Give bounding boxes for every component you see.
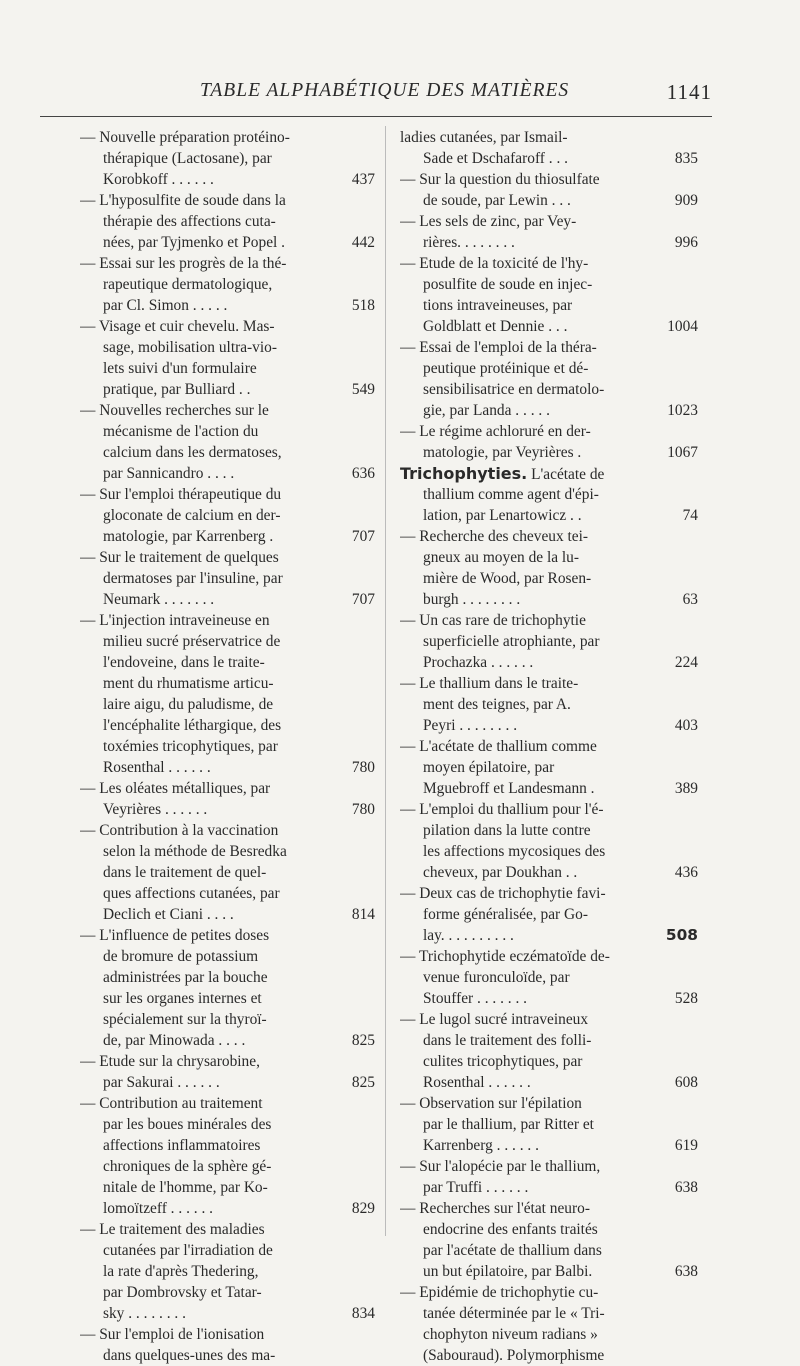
- entry-line: cutanées par l'irradiation de: [103, 1242, 273, 1259]
- entry-line: lay. . . . . . . . . .: [423, 927, 514, 944]
- index-entry: [400, 1009, 655, 1093]
- entry-line: — Sur l'emploi de l'ionisation: [80, 1326, 265, 1343]
- entry-page-number: 780: [351, 801, 375, 818]
- entry-line: lomoïtzeff . . . . . .: [103, 1200, 213, 1217]
- page-number-spacer: [655, 463, 698, 484]
- entry-line: Mguebroff et Landesmann .: [423, 780, 595, 797]
- entry-line: posulfite de soude en injec-: [423, 276, 593, 293]
- entry-line: par les boues minérales des: [103, 1116, 272, 1133]
- entry-line: toxémies tricophytiques, par: [103, 738, 278, 755]
- entry-line: les affections mycosiques des: [423, 843, 606, 860]
- entry-page-number: 1067: [667, 444, 698, 461]
- entry-line: dermatoses par l'insuline, par: [103, 570, 283, 587]
- entry-page-number: 780: [351, 759, 375, 776]
- page-number-spacer: [655, 1156, 698, 1177]
- page-number-spacer: [330, 1114, 375, 1135]
- index-entry: [80, 400, 352, 484]
- entry-line: sky . . . . . . . .: [103, 1305, 186, 1322]
- entry-line: ques affections cutanées, par: [103, 885, 280, 902]
- entry-page-number: 636: [351, 465, 375, 482]
- page-number-spacer: [655, 1240, 698, 1261]
- page-number-spacer: [330, 442, 375, 463]
- page-number-spacer: [330, 715, 375, 736]
- page-number-spacer: [655, 610, 698, 631]
- entry-line: ment des teignes, par A.: [423, 696, 571, 713]
- running-title: TABLE ALPHABÉTIQUE DES MATIÈRES: [200, 80, 570, 101]
- entry-line: chophyton niveum radians »: [423, 1326, 598, 1343]
- entry-page-number: 825: [351, 1074, 375, 1091]
- entry-line: par Truffi . . . . . .: [423, 1179, 529, 1196]
- page-number-spacer: [655, 1093, 698, 1114]
- page-number-spacer: [330, 190, 375, 211]
- entry-line: — Sur l'emploi thérapeutique du: [80, 486, 282, 503]
- page-number-spacer: [330, 400, 375, 421]
- page-number-spacer: [330, 421, 375, 442]
- entry-line: Sade et Dschafaroff . . .: [423, 150, 569, 167]
- page-number-spacer: [330, 673, 375, 694]
- page-number-spacer: [330, 1093, 375, 1114]
- index-entry: [80, 610, 352, 778]
- entry-line: — Essai de l'emploi de la théra-: [400, 339, 597, 356]
- entry-line: — Les sels de zinc, par Vey-: [400, 213, 577, 230]
- page-number-spacer: [655, 1324, 698, 1345]
- entry-line: — Sur l'alopécie par le thallium,: [400, 1158, 601, 1175]
- index-entry: [80, 1093, 352, 1219]
- entry-line: par le thallium, par Ritter et: [423, 1116, 594, 1133]
- entry-line: — Le thallium dans le traite-: [400, 675, 579, 692]
- entry-line: — Observation sur l'épilation: [400, 1095, 582, 1112]
- entry-line: de soude, par Lewin . . .: [423, 192, 571, 209]
- index-entry: [80, 778, 352, 820]
- page-number-spacer: [655, 1303, 698, 1324]
- page-number-spacer: [655, 1282, 698, 1303]
- entry-page-number: 707: [351, 591, 375, 608]
- entry-line: — L'influence de petites doses: [80, 927, 270, 944]
- entry-page-number: 437: [351, 171, 375, 188]
- entry-line: affections inflammatoires: [103, 1137, 261, 1154]
- entry-line: Veyrières . . . . . .: [103, 801, 208, 818]
- entry-line: sensibilisatrice en dermatolo-: [423, 381, 605, 398]
- entry-line: — Essai sur les progrès de la thé-: [80, 255, 287, 272]
- entry-line: — Visage et cuir chevelu. Mas-: [80, 318, 275, 335]
- entry-page-number: 549: [351, 381, 375, 398]
- page-number-spacer: [655, 757, 698, 778]
- page-number-spacer: [655, 1051, 698, 1072]
- entry-line: — Sur le traitement de quelques: [80, 549, 279, 566]
- page-number-spacer: [655, 295, 698, 316]
- page-number-spacer: [655, 820, 698, 841]
- entry-page-number: [330, 1345, 375, 1366]
- entry-page-number: 638: [674, 1179, 698, 1196]
- entry-page-number: 436: [674, 864, 698, 881]
- entry-line: — Recherches sur l'état neuro-: [400, 1200, 590, 1217]
- page-number-spacer: [655, 1009, 698, 1030]
- entry-line: Goldblatt et Dennie . . .: [423, 318, 568, 335]
- page-number-spacer: [330, 631, 375, 652]
- entry-line: thérapique (Lactosane), par: [103, 150, 272, 167]
- entry-line: de, par Minowada . . . .: [103, 1032, 246, 1049]
- entry-page-number: 442: [351, 234, 375, 251]
- entry-line: mécanisme de l'action du: [103, 423, 259, 440]
- entry-line: calcium dans les dermatoses,: [103, 444, 282, 461]
- entry-line: gloconate de calcium en der-: [103, 507, 281, 524]
- entry-page-number: 835: [674, 150, 698, 167]
- index-entry: [400, 526, 655, 610]
- page-number-spacer: [655, 253, 698, 274]
- entry-page-number: 63: [682, 591, 698, 608]
- entry-line: venue furonculoïde, par: [423, 969, 570, 986]
- entry-line: Korobkoff . . . . . .: [103, 171, 214, 188]
- page-number-spacer: [655, 547, 698, 568]
- page-number-spacer: [330, 841, 375, 862]
- entry-line: — Contribution au traitement: [80, 1095, 263, 1112]
- entry-line: Rosenthal . . . . . .: [423, 1074, 531, 1091]
- page-number-spacer: [655, 169, 698, 190]
- entry-line: — Epidémie de trichophytie cu-: [400, 1284, 599, 1301]
- page-number-spacer: [330, 1219, 375, 1240]
- page-number-spacer: [655, 568, 698, 589]
- page-number-spacer: [655, 1198, 698, 1219]
- index-entry: [400, 946, 655, 1009]
- index-entry: [80, 190, 352, 253]
- page-number-spacer: [330, 127, 375, 148]
- entry-line: endocrine des enfants traités: [423, 1221, 598, 1238]
- page-number-spacer: [655, 1030, 698, 1051]
- page-header: [100, 80, 712, 112]
- entry-line: — Etude de la toxicité de l'hy-: [400, 255, 589, 272]
- entry-line: — Les oléates métalliques, par: [80, 780, 271, 797]
- page-number: 1141: [666, 80, 712, 104]
- index-entry: [80, 316, 352, 400]
- entry-line: par Cl. Simon . . . . .: [103, 297, 228, 314]
- index-entry: [400, 799, 655, 883]
- page-number-spacer: [330, 505, 375, 526]
- entry-line: Peyri . . . . . . . .: [423, 717, 518, 734]
- page-number-spacer: [330, 547, 375, 568]
- entry-line: culites tricophytiques, par: [423, 1053, 583, 1070]
- entry-line: matologie, par Veyrières .: [423, 444, 582, 461]
- index-entry: [80, 1324, 352, 1366]
- entry-line: l'encéphalite léthargique, des: [103, 717, 282, 734]
- entry-line: dans le traitement des folli-: [423, 1032, 592, 1049]
- index-entry: [80, 1051, 352, 1093]
- page-number-spacer: [330, 1261, 375, 1282]
- entry-line: — Nouvelle préparation protéino-: [80, 129, 290, 146]
- entry-line: laire aigu, du paludisme, de: [103, 696, 274, 713]
- entry-line: Stouffer . . . . . . .: [423, 990, 528, 1007]
- entry-line: — L'emploi du thallium pour l'é-: [400, 801, 604, 818]
- entry-line: l'endoveine, dans le traite-: [103, 654, 265, 671]
- page-number-spacer: [655, 673, 698, 694]
- entry-line: thallium comme agent d'épi-: [423, 486, 599, 503]
- entry-line: — Etude sur la chrysarobine,: [80, 1053, 260, 1070]
- index-entry: [400, 1282, 655, 1366]
- entry-line: pilation dans la lutte contre: [423, 822, 591, 839]
- page-number-spacer: [330, 883, 375, 904]
- entry-line: peutique protéinique et dé-: [423, 360, 589, 377]
- entry-line: Prochazka . . . . . .: [423, 654, 534, 671]
- page-number-spacer: [330, 862, 375, 883]
- page-number-spacer: [655, 211, 698, 232]
- entry-page-number: 996: [674, 234, 698, 251]
- entry-line: tanée déterminée par le « Tri-: [423, 1305, 605, 1322]
- entry-page-number: 389: [674, 780, 698, 797]
- page-number-spacer: [330, 337, 375, 358]
- entry-line: — L'acétate de thallium comme: [400, 738, 597, 755]
- page-number-spacer: [330, 1135, 375, 1156]
- page-number-spacer: [330, 1177, 375, 1198]
- entry-line: par Dombrovsky et Tatar-: [103, 1284, 262, 1301]
- entry-page-number: 825: [351, 1032, 375, 1049]
- index-entry: [400, 127, 655, 169]
- index-entry: [400, 1093, 655, 1156]
- page-number-spacer: [330, 610, 375, 631]
- page-number-spacer: [655, 946, 698, 967]
- entry-line: — Recherche des cheveux tei-: [400, 528, 589, 545]
- entry-line: rapeutique dermatologique,: [103, 276, 273, 293]
- entry-line: gie, par Landa . . . . .: [423, 402, 550, 419]
- index-entry: [400, 253, 655, 337]
- entry-line: tions intraveineuses, par: [423, 297, 573, 314]
- right-page-numbers: [655, 127, 698, 1366]
- page-number-spacer: [655, 1219, 698, 1240]
- index-entry: [400, 463, 655, 526]
- entry-line: — L'hyposulfite de soude dans la: [80, 192, 286, 209]
- page-number-spacer: [330, 253, 375, 274]
- entry-line: selon la méthode de Besredka: [103, 843, 287, 860]
- entry-line: nitale de l'homme, par Ko-: [103, 1179, 268, 1196]
- page-number-spacer: [330, 1324, 375, 1345]
- entry-line: — Trichophytide eczématoïde de-: [400, 948, 610, 965]
- index-entry: [400, 337, 655, 421]
- index-entry: [80, 253, 352, 316]
- page-number-spacer: [330, 274, 375, 295]
- page-number-spacer: [330, 820, 375, 841]
- entry-line: dans quelques-unes des ma-: [103, 1347, 276, 1364]
- page-number-spacer: [655, 967, 698, 988]
- entry-line: — Deux cas de trichophytie favi-: [400, 885, 606, 902]
- entry-line: superficielle atrophiante, par: [423, 633, 600, 650]
- column-divider: [385, 126, 386, 1236]
- entry-line: par Sannicandro . . . .: [103, 465, 235, 482]
- header-rule: [40, 116, 712, 117]
- entry-line: — Sur la question du thiosulfate: [400, 171, 600, 188]
- page-number-spacer: [655, 379, 698, 400]
- page-number-spacer: [655, 736, 698, 757]
- page-number-spacer: [655, 358, 698, 379]
- page-number-spacer: [330, 925, 375, 946]
- entry-page-number: 518: [351, 297, 375, 314]
- entry-line: pratique, par Bulliard . .: [103, 381, 251, 398]
- page-number-spacer: [330, 1156, 375, 1177]
- index-entry: [400, 1198, 655, 1282]
- page-number-spacer: [655, 337, 698, 358]
- entry-line: gneux au moyen de la lu-: [423, 549, 579, 566]
- entry-line: — L'injection intraveineuse en: [80, 612, 270, 629]
- entry-line: sur les organes internes et: [103, 990, 262, 1007]
- entry-page-number: 909: [674, 192, 698, 209]
- entry-line: — Le traitement des maladies: [80, 1221, 265, 1238]
- entry-line: ment du rhumatisme articu-: [103, 675, 274, 692]
- index-entry: [400, 883, 655, 946]
- page-number-spacer: [330, 211, 375, 232]
- index-entry: [400, 169, 655, 211]
- index-entry: [80, 925, 352, 1051]
- page-number-spacer: [330, 484, 375, 505]
- page-number-spacer: [655, 883, 698, 904]
- entry-page-number: 829: [351, 1200, 375, 1217]
- entry-line: milieu sucré préservatrice de: [103, 633, 281, 650]
- page-number-spacer: [330, 1282, 375, 1303]
- page-number-spacer: [655, 526, 698, 547]
- page-number-spacer: [655, 127, 698, 148]
- entry-line: — Nouvelles recherches sur le: [80, 402, 269, 419]
- page-number-spacer: [330, 316, 375, 337]
- index-entry: [400, 673, 655, 736]
- entry-line: lets suivi d'un formulaire: [103, 360, 257, 377]
- index-entry: [80, 484, 352, 547]
- page-number-spacer: [330, 988, 375, 1009]
- entry-line: burgh . . . . . . . .: [423, 591, 521, 608]
- page-number-spacer: [655, 421, 698, 442]
- entry-page-number: 403: [674, 717, 698, 734]
- page-number-spacer: [330, 358, 375, 379]
- entry-line: spécialement sur la thyroï-: [103, 1011, 267, 1028]
- entry-line: matologie, par Karrenberg .: [103, 528, 274, 545]
- entry-line: administrées par la bouche: [103, 969, 268, 986]
- entry-line: rières. . . . . . . .: [423, 234, 515, 251]
- entry-page-number: 1004: [667, 318, 698, 335]
- index-entry: [80, 127, 352, 190]
- entry-heading: Trichophyties.: [400, 464, 528, 483]
- page-number-spacer: [330, 778, 375, 799]
- entry-line: cheveux, par Doukhan . .: [423, 864, 578, 881]
- entry-page-number: 834: [351, 1305, 375, 1322]
- index-entry: [400, 211, 655, 253]
- entry-line: par Sakurai . . . . . .: [103, 1074, 220, 1091]
- entry-page-number: 74: [682, 507, 698, 524]
- index-entry: [400, 1156, 655, 1198]
- entry-line: un but épilatoire, par Balbi.: [423, 1263, 593, 1280]
- page-number-spacer: [330, 694, 375, 715]
- index-entry: [80, 820, 352, 925]
- entry-line: Rosenthal . . . . . .: [103, 759, 211, 776]
- page-number-spacer: [655, 631, 698, 652]
- entry-page-number: 528: [674, 990, 698, 1007]
- page-number-spacer: [330, 1009, 375, 1030]
- index-entry: [400, 736, 655, 799]
- entry-page-number: 1023: [667, 402, 698, 419]
- page-number-spacer: [655, 1114, 698, 1135]
- entry-line: — Le lugol sucré intraveineux: [400, 1011, 589, 1028]
- entry-line: — Un cas rare de trichophytie: [400, 612, 586, 629]
- entry-line: (Sabouraud). Polymorphisme: [423, 1347, 605, 1364]
- entry-line: forme généralisée, par Go-: [423, 906, 588, 923]
- entry-line: mière de Wood, par Rosen-: [423, 570, 592, 587]
- page-number-spacer: [330, 736, 375, 757]
- entry-line: Trichophyties. L'acétate de: [400, 464, 605, 483]
- entry-line: sage, mobilisation ultra-vio-: [103, 339, 277, 356]
- page-number-spacer: [330, 1240, 375, 1261]
- entry-page-number: 608: [674, 1074, 698, 1091]
- entry-line: par l'acétate de thallium dans: [423, 1242, 602, 1259]
- index-entry: [400, 421, 655, 463]
- entry-line: ladies cutanées, par Ismail-: [400, 129, 568, 146]
- index-entry: [80, 547, 352, 610]
- entry-line: chroniques de la sphère gé-: [103, 1158, 272, 1175]
- entry-line: Neumark . . . . . . .: [103, 591, 215, 608]
- entry-line: Declich et Ciani . . . .: [103, 906, 234, 923]
- entry-line: nées, par Tyjmenko et Popel .: [103, 234, 286, 251]
- entry-line: Karrenberg . . . . . .: [423, 1137, 539, 1154]
- entry-page-number: 224: [674, 654, 698, 671]
- page-number-spacer: [330, 946, 375, 967]
- page-number-spacer: [330, 967, 375, 988]
- page-number-spacer: [655, 904, 698, 925]
- index-entry: [80, 1219, 352, 1324]
- entry-page-number: [655, 1345, 698, 1366]
- left-column: [80, 127, 352, 1366]
- page-number-spacer: [655, 799, 698, 820]
- page-number-spacer: [655, 274, 698, 295]
- entry-line: — Le régime achloruré en der-: [400, 423, 591, 440]
- page-number-spacer: [655, 484, 698, 505]
- entry-page-number: 814: [351, 906, 375, 923]
- index-entry: [400, 610, 655, 673]
- entry-line: moyen épilatoire, par: [423, 759, 555, 776]
- page-number-spacer: [330, 568, 375, 589]
- entry-page-number: 508: [665, 926, 698, 944]
- entry-page-number: 707: [351, 528, 375, 545]
- page-number-spacer: [330, 652, 375, 673]
- entry-line: de bromure de potassium: [103, 948, 259, 965]
- left-page-numbers: [330, 127, 375, 1366]
- page-number-spacer: [655, 841, 698, 862]
- entry-line: lation, par Lenartowicz . .: [423, 507, 582, 524]
- entry-line: thérapie des affections cuta-: [103, 213, 276, 230]
- entry-line: — Contribution à la vaccination: [80, 822, 279, 839]
- entry-page-number: 619: [674, 1137, 698, 1154]
- entry-line: dans le traitement de quel-: [103, 864, 267, 881]
- page-number-spacer: [330, 1051, 375, 1072]
- entry-line: la rate d'après Thedering,: [103, 1263, 259, 1280]
- right-column: [400, 127, 655, 1366]
- page-number-spacer: [655, 694, 698, 715]
- entry-page-number: 638: [674, 1263, 698, 1280]
- page-number-spacer: [330, 148, 375, 169]
